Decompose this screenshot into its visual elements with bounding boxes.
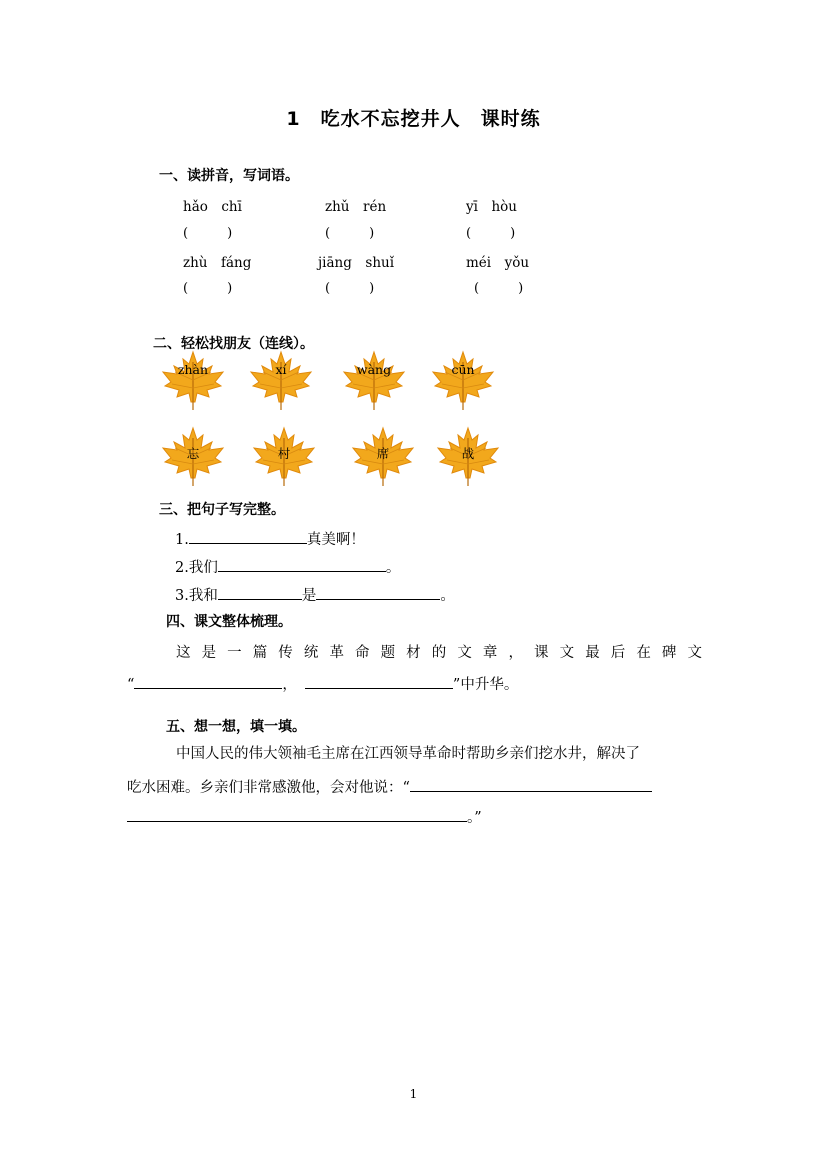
line2-suffix: ”中升华。 <box>452 677 519 693</box>
sentence-2 <box>175 556 400 577</box>
leaf-card[interactable] <box>430 350 496 412</box>
answer-box[interactable]: ( ) <box>466 226 516 241</box>
maple-leaf-icon <box>341 350 407 412</box>
leaf-pinyin: zhàn <box>177 362 209 377</box>
fill-blank[interactable] <box>305 674 453 689</box>
section5-line3 <box>127 806 482 827</box>
section2-heading: 二、轻松找朋友（连线）。 <box>153 336 314 352</box>
maple-leaf-icon <box>430 350 496 412</box>
pinyin-zhuren: zhǔ rén <box>325 199 387 215</box>
pinyin-meiyou: méi yǒu <box>466 255 530 271</box>
leaf-card[interactable] <box>341 350 407 412</box>
leaf-card[interactable] <box>160 426 226 488</box>
answer-box[interactable]: ( ) <box>474 281 524 296</box>
sentence-3-prefix: 3.我和 <box>175 588 218 604</box>
section3-heading: 三、把句子写完整。 <box>159 502 285 518</box>
leaf-pinyin: cūn <box>451 362 475 377</box>
leaf-card[interactable] <box>350 426 416 488</box>
pinyin-jiangshui: jiāng shuǐ <box>318 255 395 271</box>
fill-blank[interactable] <box>189 529 307 544</box>
sentence-1 <box>175 528 365 549</box>
sentence-3 <box>175 584 455 605</box>
leaf-card[interactable] <box>160 350 226 412</box>
leaf-character: 忘 <box>186 446 200 461</box>
section1-heading: 一、读拼音，写词语。 <box>159 168 299 184</box>
leaf-card[interactable] <box>251 426 317 488</box>
leaf-card[interactable] <box>248 350 314 412</box>
fill-blank[interactable] <box>316 585 440 600</box>
sentence-2-prefix: 2.我们 <box>175 560 218 576</box>
sentence-3-mid: 是 <box>301 588 317 604</box>
sentence-1-suffix: 真美啊！ <box>306 532 365 548</box>
leaf-character: 席 <box>376 446 390 461</box>
line3-suffix: 。” <box>467 810 482 826</box>
fill-blank[interactable] <box>134 674 282 689</box>
open-quote: “ <box>127 677 135 693</box>
leaf-pinyin: xí <box>275 362 287 377</box>
answer-box[interactable]: ( ) <box>183 226 233 241</box>
leaf-character: 村 <box>277 446 291 461</box>
comma: ， <box>282 677 297 693</box>
pinyin-zhufang: zhù fáng <box>183 255 252 271</box>
maple-leaf-icon <box>160 350 226 412</box>
section5-line2 <box>127 776 652 797</box>
sentence-3-suffix: 。 <box>440 588 455 604</box>
leaf-character: 战 <box>461 446 475 461</box>
section4-line2 <box>127 673 518 694</box>
section4-line1: 这是一篇传统革命题材的文章，课文最后在碑文 <box>176 645 702 661</box>
sentence-2-suffix: 。 <box>385 560 401 576</box>
answer-box[interactable]: ( ) <box>183 281 233 296</box>
pinyin-haochi: hǎo chī <box>183 199 242 215</box>
section5-line1: 中国人民的伟大领袖毛主席在江西领导革命时帮助乡亲们挖水井，解决了 <box>176 746 640 762</box>
fill-blank[interactable] <box>218 557 386 572</box>
fill-blank[interactable] <box>218 585 302 600</box>
fill-blank[interactable] <box>410 777 652 792</box>
page-number: 1 <box>409 1087 418 1101</box>
leaf-card[interactable] <box>435 426 501 488</box>
sentence-1-prefix: 1. <box>175 532 189 548</box>
answer-box[interactable]: ( ) <box>325 281 375 296</box>
pinyin-yihou: yī hòu <box>466 199 517 215</box>
answer-box[interactable]: ( ) <box>325 226 375 241</box>
fill-blank[interactable] <box>127 807 467 822</box>
section5-heading: 五、想一想，填一填。 <box>166 719 306 735</box>
section4-heading: 四、课文整体梳理。 <box>166 614 292 630</box>
page-title: 1 吃水不忘挖井人 课时练 <box>286 108 541 130</box>
leaf-pinyin: wàng <box>356 362 392 377</box>
line2-text: 吃水困难。乡亲们非常感激他，会对他说：“ <box>127 780 410 796</box>
maple-leaf-icon <box>248 350 314 412</box>
